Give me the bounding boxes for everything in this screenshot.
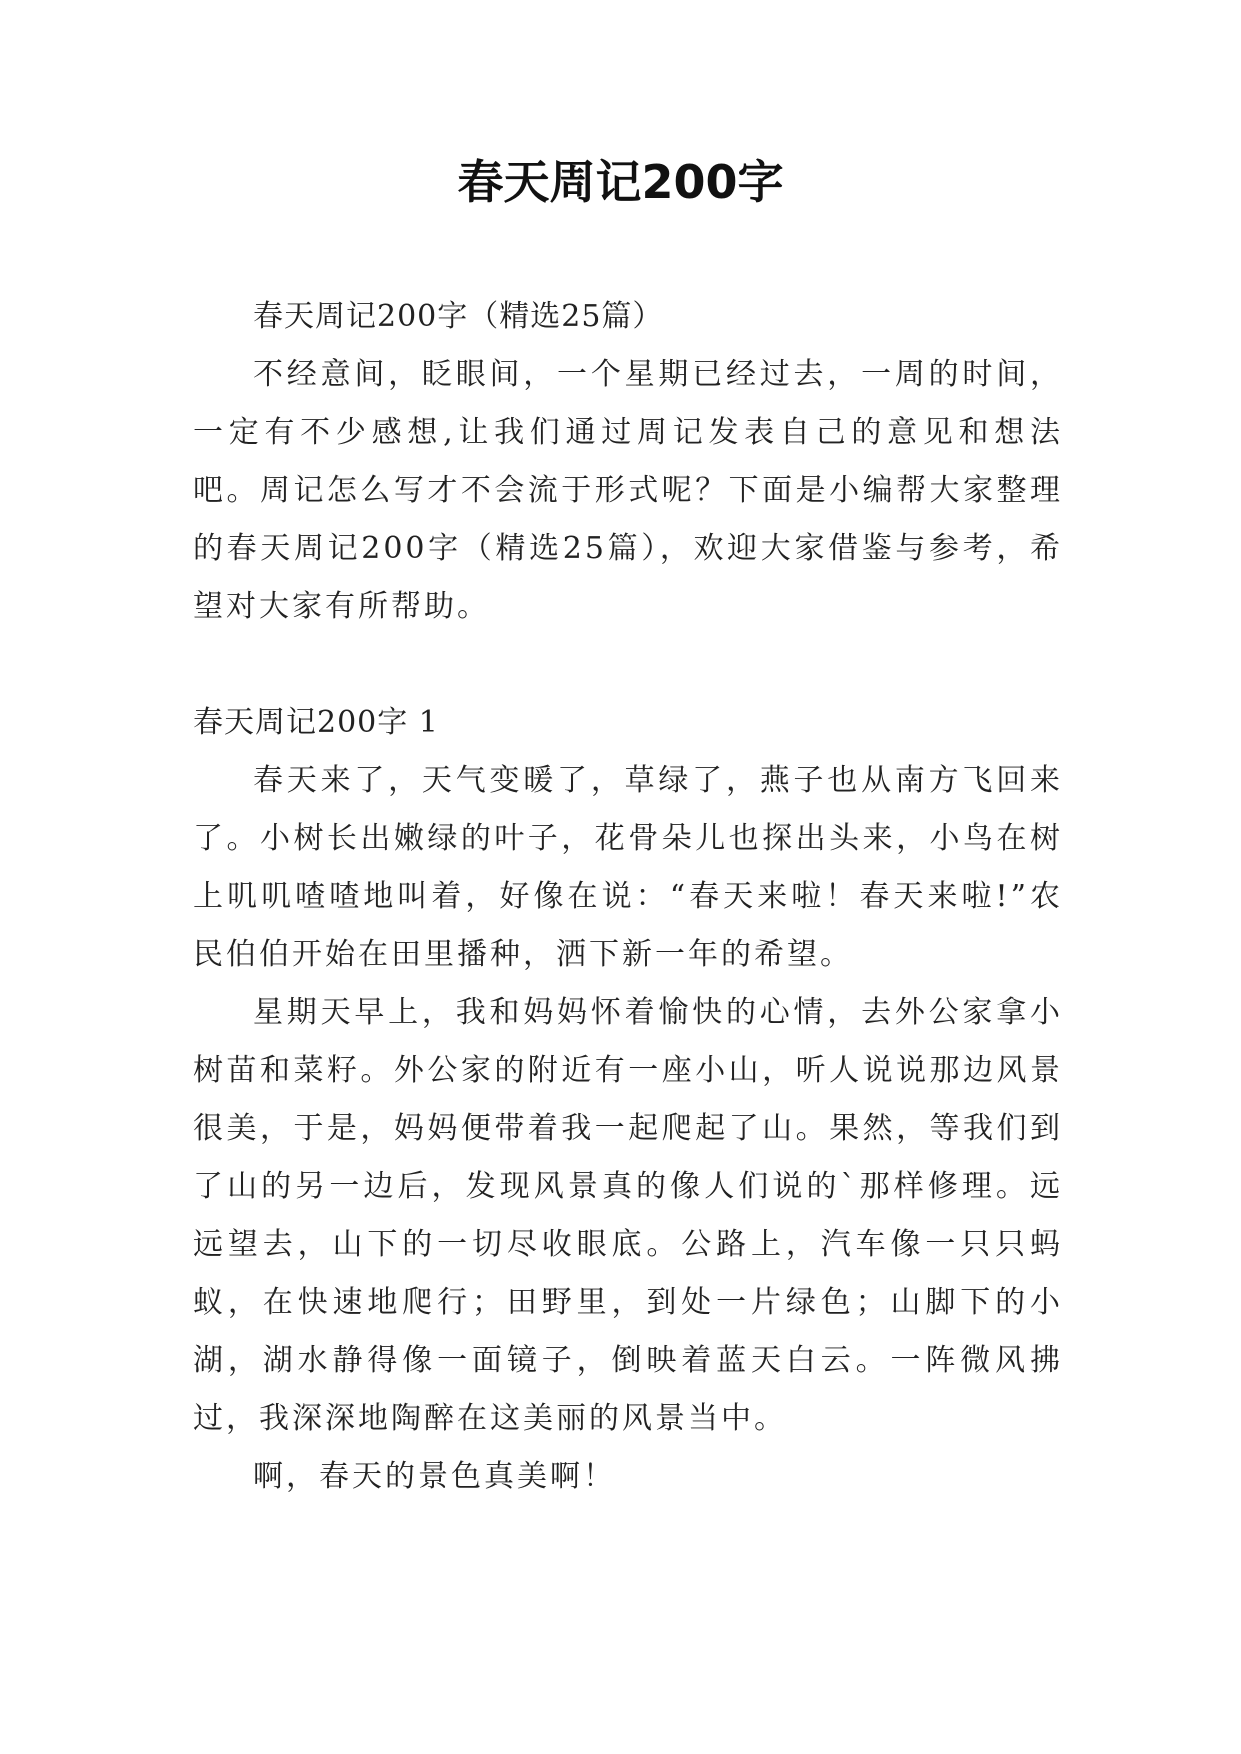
section-heading: 春天周记200字 1 — [193, 705, 439, 740]
document-body — [193, 288, 1063, 1506]
document-title: 春天周记200字 — [457, 155, 784, 209]
section-spacer — [193, 636, 1063, 694]
intro-paragraph: 不经意间，眨眼间，一个星期已经过去，一周的时间，一定有不少感想,让我们通过周记发表自己的意见和想法吧。周记怎么写才不会流于形式呢？下面是小编帮大家整理的春天周记200字（精选25篇），欢迎大家借鉴与参考，希望对大家有所帮助。 — [193, 357, 1063, 624]
body-paragraph-3: 啊，春天的景色真美啊！ — [253, 1459, 616, 1494]
body-paragraph-2: 星期天早上，我和妈妈怀着愉快的心情，去外公家拿小树苗和菜籽。外公家的附近有一座小山，听人说说那边风景很美，于是，妈妈便带着我一起爬起了山。果然，等我们到了山的另一边后，发现风景真的像人们说的`那样修理。远远望去，山下的一切尽收眼底。公路上，汽车像一只只蚂蚁，在快速地爬行；田野里，到处一片绿色；山脚下的小湖，湖水静得像一面镜子，倒映着蓝天白云。一阵微风拂过，我深深地陶醉在这美丽的风景当中。 — [193, 995, 1063, 1436]
document-subtitle: 春天周记200字（精选25篇） — [253, 299, 664, 334]
body-paragraph-1: 春天来了，天气变暖了，草绿了，燕子也从南方飞回来了。小树长出嫩绿的叶子，花骨朵儿也探出头来，小鸟在树上叽叽喳喳地叫着，好像在说：“春天来啦！春天来啦!”农民伯伯开始在田里播种，洒下新一年的希望。 — [193, 763, 1063, 972]
